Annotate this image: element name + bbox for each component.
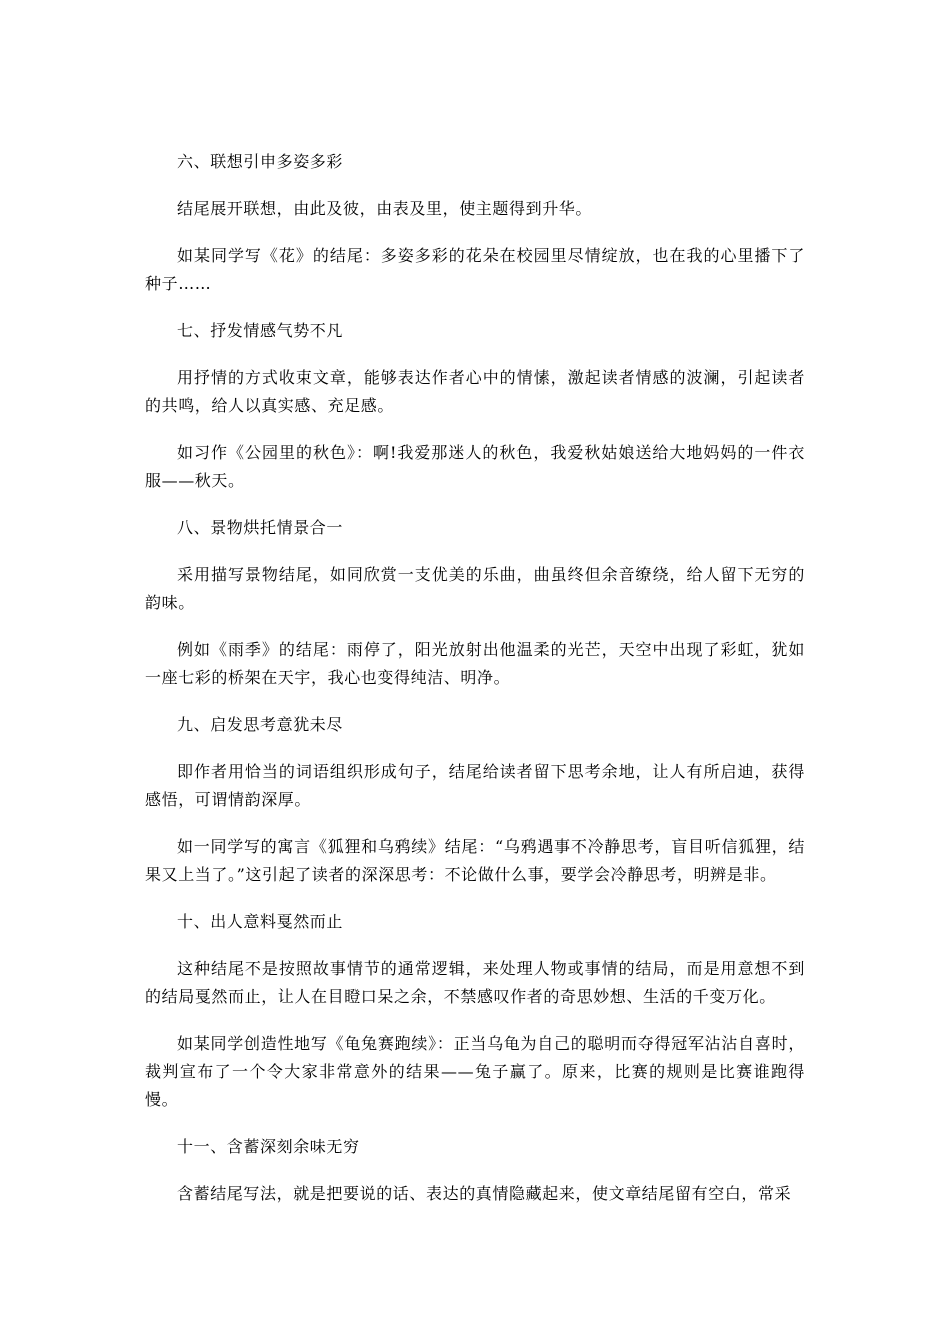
paragraph: 结尾展开联想，由此及彼，由表及里，使主题得到升华。 [177,199,593,218]
section-heading-8: 八、景物烘托情景合一 [177,518,344,537]
document-body [145,148,805,1227]
section-heading-9: 九、启发思考意犹未尽 [177,715,344,734]
paragraph: 采用描写景物结尾，如同欣赏一支优美的乐曲，曲虽终但余音缭绕，给人留下无穷的韵味。 [145,565,805,612]
paragraph: 如某同学创造性地写《龟兔赛跑续》：正当乌龟为自己的聪明而夺得冠军沾沾自喜时，裁判宣布了一个令大家非常意外的结果——兔子赢了。原来，比赛的规则是比赛谁跑得慢。 [145,1034,805,1109]
paragraph: 如一同学写的寓言《狐狸和乌鸦续》结尾：“乌鸦遇事不冷静思考，盲目听信狐狸，结果又上当了。”这引起了读者的深深思考：不论做什么事，要学会冷静思考，明辨是非。 [145,837,805,884]
paragraph: 如习作《公园里的秋色》：啊!我爱那迷人的秋色，我爱秋姑娘送给大地妈妈的一件衣服——秋天。 [145,443,805,490]
paragraph: 这种结尾不是按照故事情节的通常逻辑，来处理人物或事情的结局，而是用意想不到的结局戛然而止，让人在目瞪口呆之余，不禁感叹作者的奇思妙想、生活的千变万化。 [145,959,805,1006]
section-heading-6: 六、联想引申多姿多彩 [177,152,344,171]
section-heading-10: 十、出人意料戛然而止 [177,912,344,931]
paragraph: 如某同学写《花》的结尾：多姿多彩的花朵在校园里尽情绽放，也在我的心里播下了种子…… [145,246,805,293]
paragraph: 含蓄结尾写法，就是把要说的话、表达的真情隐藏起来，使文章结尾留有空白，常采 [177,1184,792,1203]
paragraph: 例如《雨季》的结尾：雨停了，阳光放射出他温柔的光芒，天空中出现了彩虹，犹如一座七彩的桥架在天宇，我心也变得纯洁、明净。 [145,640,805,687]
paragraph: 即作者用恰当的词语组织形成句子，结尾给读者留下思考余地，让人有所启迪，获得感悟，可谓情韵深厚。 [145,762,805,809]
paragraph: 用抒情的方式收束文章，能够表达作者心中的情愫，激起读者情感的波澜，引起读者的共鸣，给人以真实感、充足感。 [145,368,805,415]
section-heading-7: 七、抒发情感气势不凡 [177,321,344,340]
section-heading-11: 十一、含蓄深刻余味无穷 [177,1137,360,1156]
